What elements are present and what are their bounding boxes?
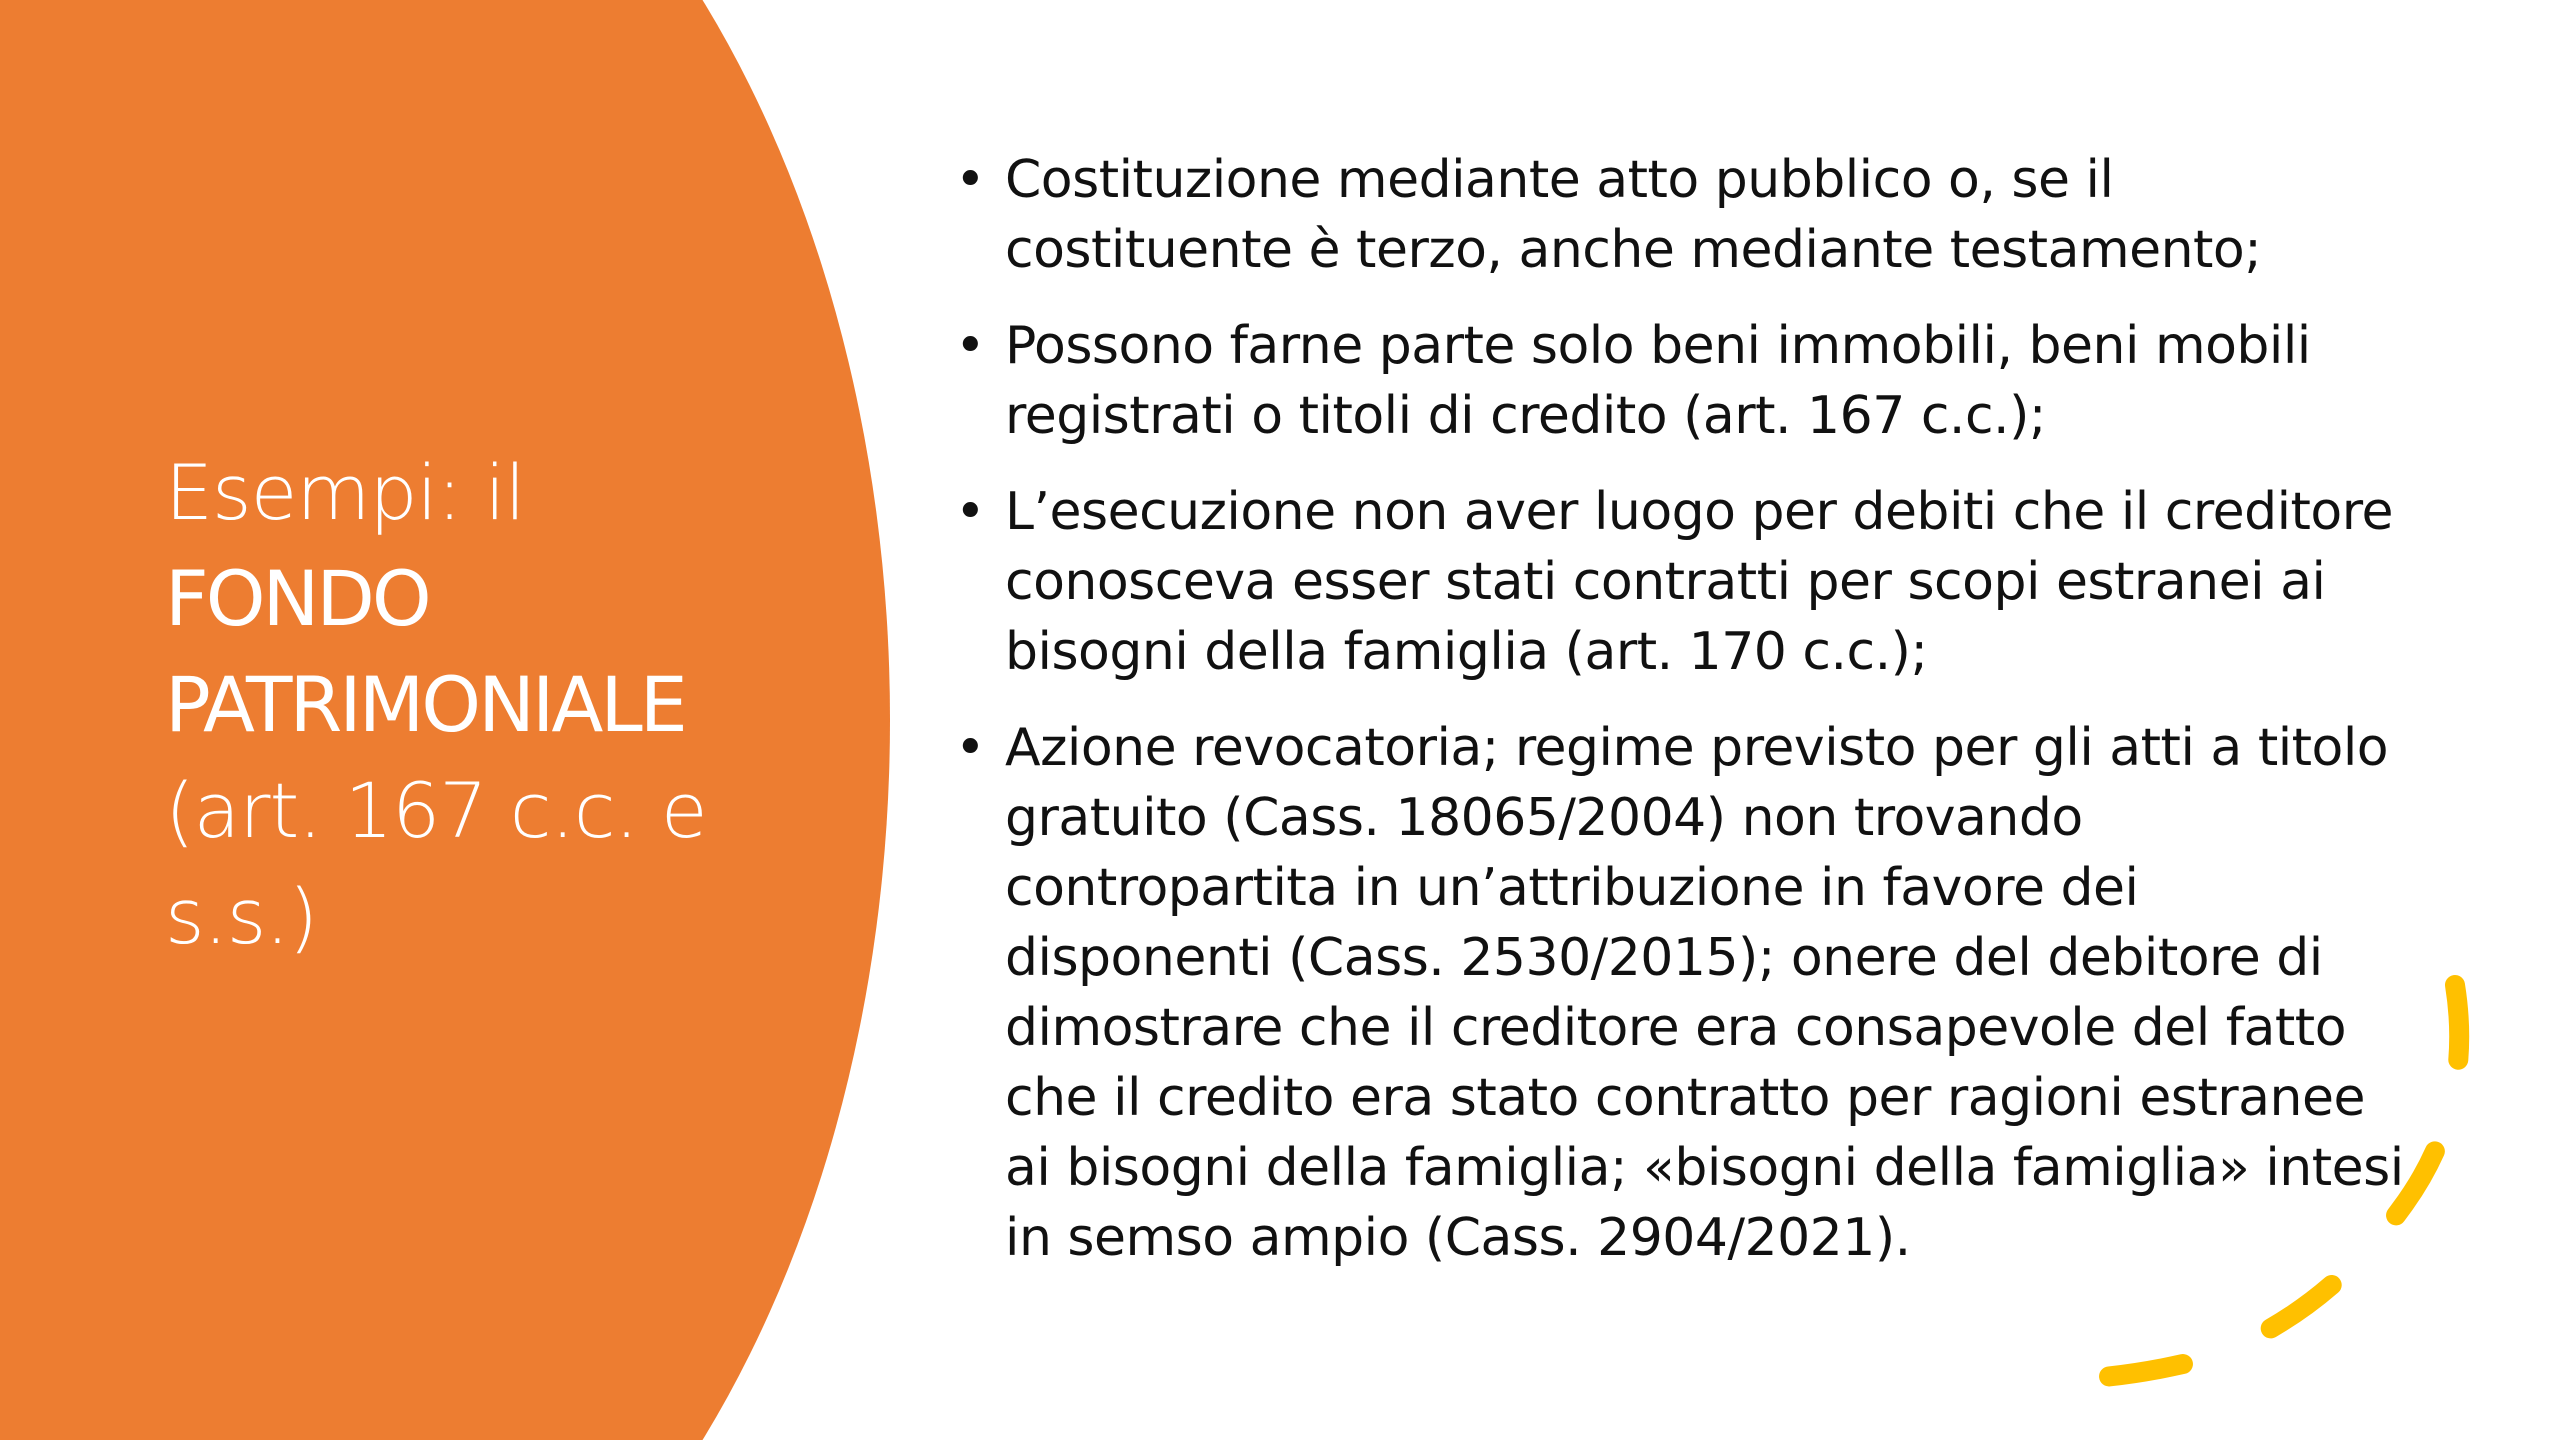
bullet-text: L’esecuzione non aver luogo per debiti che il creditore conosceva esser stati contratti per scopi estranei ai bisogni della famiglia (art. 170 c.c.); [1005, 482, 2393, 682]
bullet-list [955, 145, 2405, 1299]
bullet-item [955, 145, 2405, 285]
bullet-text: Possono farne parte solo beni immobili, beni mobili registrati o titoli di credito (art. 167 c.c.); [1005, 316, 2311, 446]
bullet-dot-icon: • [955, 718, 986, 778]
bullet-item [955, 477, 2405, 687]
bullet-dot-icon: • [955, 316, 986, 376]
title-line-5: s.s.) [165, 872, 318, 961]
title-emphasis-2: PATRIMONIALE [165, 660, 685, 749]
bullet-item [955, 713, 2405, 1273]
bullet-item [955, 311, 2405, 451]
bullet-text: Costituzione mediante atto pubblico o, se il costituente è terzo, anche mediante testamento; [1005, 150, 2262, 280]
title-line-1: Esempi: il [165, 448, 525, 537]
slide-title [165, 440, 805, 970]
title-line-4: (art. 167 c.c. e [165, 766, 707, 855]
title-emphasis-1: FONDO [165, 554, 429, 643]
bullet-dot-icon: • [955, 482, 986, 542]
bullet-dot-icon: • [955, 150, 986, 210]
bullet-text: Azione revocatoria; regime previsto per gli atti a titolo gratuito (Cass. 18065/2004) non trovando contropartita in un’attribuzione in favore dei disponenti (Cass. 2530/2015); onere del debitore di dimostrare che il creditore era consapevole del fatto che il credito era stato contratto per ragioni estranee ai bisogni della famiglia; «bisogni della famiglia» intesi in semso ampio (Cass. 2904/2021). [1005, 718, 2404, 1268]
